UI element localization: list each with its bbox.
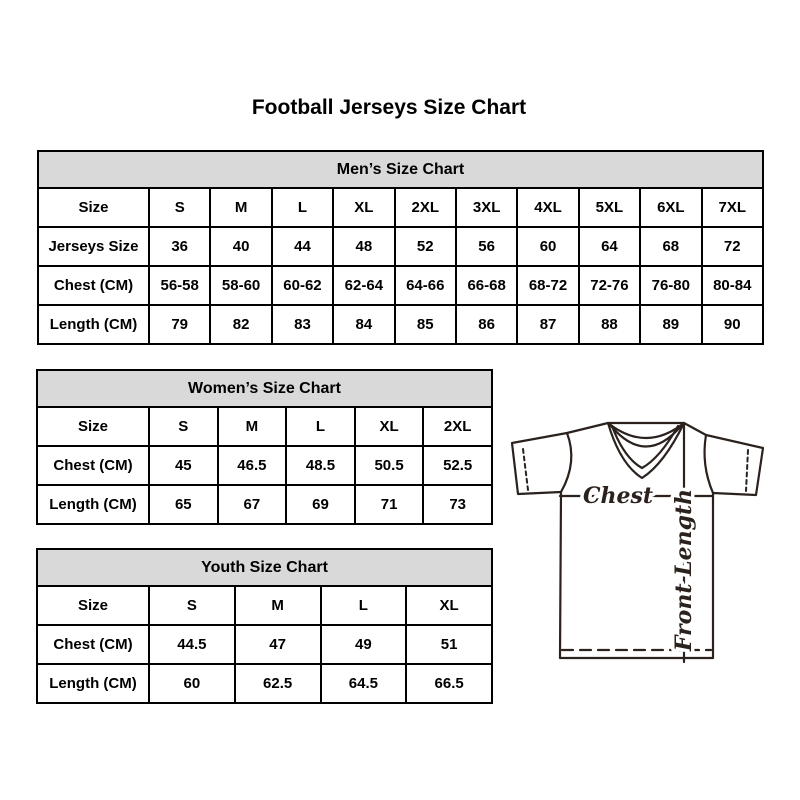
table-section-title: Women’s Size Chart — [37, 370, 492, 407]
table-row — [37, 586, 492, 625]
cell-value: 45 — [149, 446, 218, 485]
cell-value: 80-84 — [702, 266, 763, 305]
cell-value: 47 — [235, 625, 321, 664]
cell-value: 62.5 — [235, 664, 321, 703]
row-label: Jerseys Size — [38, 227, 149, 266]
cell-value: 56-58 — [149, 266, 210, 305]
womens-size-table — [36, 369, 493, 525]
row-label: Length (CM) — [37, 485, 149, 524]
table-row — [38, 227, 763, 266]
cell-value: L — [321, 586, 407, 625]
cell-value: 3XL — [456, 188, 517, 227]
cell-value: 48.5 — [286, 446, 355, 485]
mens-size-table — [37, 150, 764, 345]
cell-value: 52.5 — [423, 446, 492, 485]
cell-value: 66-68 — [456, 266, 517, 305]
youth-size-table — [36, 548, 493, 704]
cell-value: 4XL — [517, 188, 578, 227]
cell-value: M — [235, 586, 321, 625]
row-label: Size — [37, 407, 149, 446]
cell-value: 44.5 — [149, 625, 235, 664]
cell-value: M — [210, 188, 271, 227]
cell-value: M — [218, 407, 287, 446]
cell-value: 85 — [395, 305, 456, 344]
cell-value: 86 — [456, 305, 517, 344]
table-row — [38, 266, 763, 305]
cell-value: S — [149, 188, 210, 227]
row-label: Chest (CM) — [37, 446, 149, 485]
cell-value: 40 — [210, 227, 271, 266]
table-section-title: Men’s Size Chart — [38, 151, 763, 188]
cell-value: 69 — [286, 485, 355, 524]
cell-value: 68 — [640, 227, 701, 266]
right-cuff-stitch — [746, 450, 748, 491]
cell-value: 50.5 — [355, 446, 424, 485]
cell-value: 88 — [579, 305, 640, 344]
cell-value: 2XL — [395, 188, 456, 227]
cell-value: 51 — [406, 625, 492, 664]
cell-value: 64 — [579, 227, 640, 266]
left-armhole-seam — [561, 433, 571, 492]
cell-value: XL — [355, 407, 424, 446]
row-label: Length (CM) — [38, 305, 149, 344]
cell-value: 87 — [517, 305, 578, 344]
table-row — [38, 188, 763, 227]
cell-value: 60-62 — [272, 266, 333, 305]
jersey-measurement-diagram — [503, 400, 775, 685]
cell-value: 89 — [640, 305, 701, 344]
cell-value: 7XL — [702, 188, 763, 227]
table-row — [37, 625, 492, 664]
cell-value: 76-80 — [640, 266, 701, 305]
cell-value: 64.5 — [321, 664, 407, 703]
right-armhole-seam — [705, 435, 713, 493]
cell-value: 58-60 — [210, 266, 271, 305]
cell-value: 52 — [395, 227, 456, 266]
row-label: Size — [38, 188, 149, 227]
cell-value: 71 — [355, 485, 424, 524]
cell-value: 56 — [456, 227, 517, 266]
row-label: Chest (CM) — [37, 625, 149, 664]
cell-value: 72-76 — [579, 266, 640, 305]
cell-value: 68-72 — [517, 266, 578, 305]
cell-value: 73 — [423, 485, 492, 524]
cell-value: 79 — [149, 305, 210, 344]
table-row — [37, 664, 492, 703]
chest-label: Chest — [582, 483, 654, 509]
cell-value: S — [149, 407, 218, 446]
cell-value: 49 — [321, 625, 407, 664]
jersey-outline-path — [512, 423, 763, 658]
cell-value: S — [149, 586, 235, 625]
front-length-label: Front Length — [671, 488, 697, 652]
cell-value: 2XL — [423, 407, 492, 446]
cell-value: 60 — [517, 227, 578, 266]
cell-value: 67 — [218, 485, 287, 524]
cell-value: 90 — [702, 305, 763, 344]
table-row — [37, 446, 492, 485]
cell-value: 64-66 — [395, 266, 456, 305]
row-label: Size — [37, 586, 149, 625]
cell-value: 36 — [149, 227, 210, 266]
cell-value: XL — [333, 188, 394, 227]
row-label: Length (CM) — [37, 664, 149, 703]
cell-value: 72 — [702, 227, 763, 266]
cell-value: 84 — [333, 305, 394, 344]
cell-value: 60 — [149, 664, 235, 703]
collar-back-arc-inner — [611, 426, 681, 447]
cell-value: 65 — [149, 485, 218, 524]
cell-value: 5XL — [579, 188, 640, 227]
cell-value: L — [286, 407, 355, 446]
left-cuff-stitch — [523, 449, 528, 490]
cell-value: 6XL — [640, 188, 701, 227]
cell-value: 82 — [210, 305, 271, 344]
cell-value: 44 — [272, 227, 333, 266]
cell-value: 83 — [272, 305, 333, 344]
cell-value: 46.5 — [218, 446, 287, 485]
cell-value: L — [272, 188, 333, 227]
table-row — [38, 305, 763, 344]
cell-value: 48 — [333, 227, 394, 266]
table-row — [37, 485, 492, 524]
table-row — [37, 407, 492, 446]
cell-value: XL — [406, 586, 492, 625]
page-title: Football Jerseys Size Chart — [251, 96, 527, 119]
cell-value: 66.5 — [406, 664, 492, 703]
table-section-title: Youth Size Chart — [37, 549, 492, 586]
cell-value: 62-64 — [333, 266, 394, 305]
row-label: Chest (CM) — [38, 266, 149, 305]
